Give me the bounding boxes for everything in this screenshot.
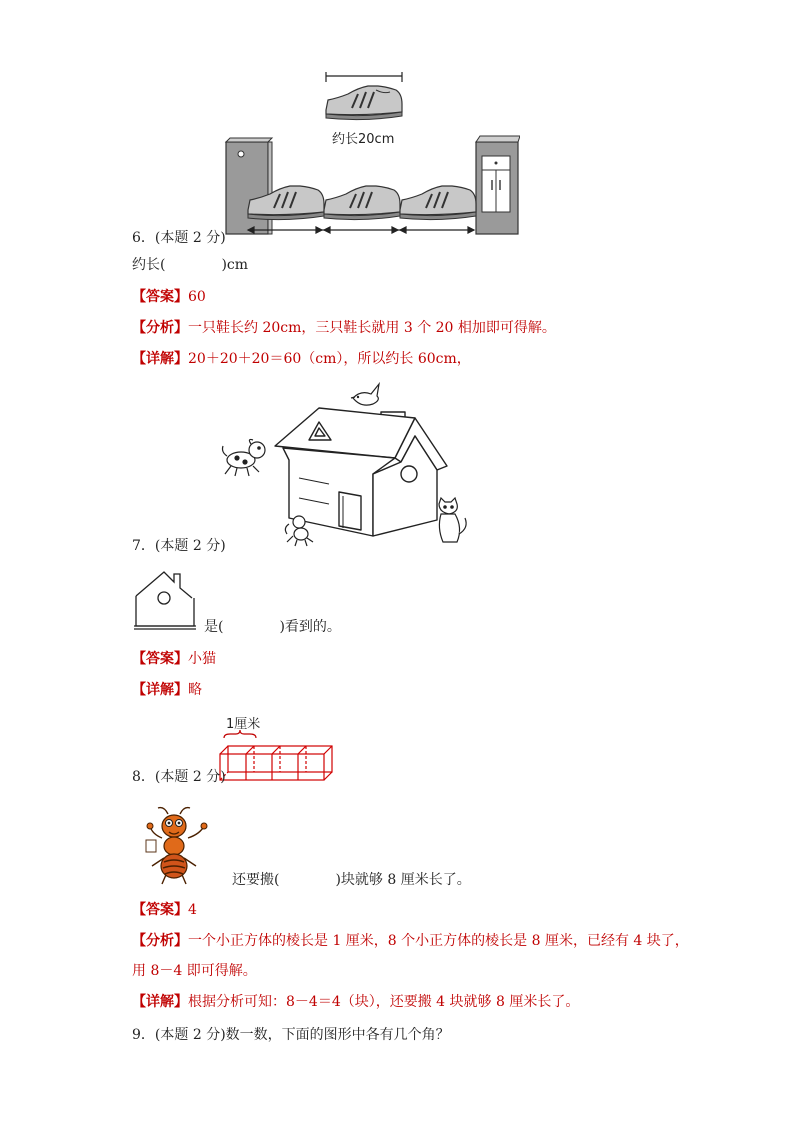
- question-6-header: [132, 229, 226, 247]
- dog-icon: [223, 440, 266, 477]
- floor-measure-arrows: [248, 227, 474, 233]
- ant-icon: [142, 804, 218, 888]
- question-8-stem: 还要搬( )块就够 8 厘米长了。: [232, 872, 471, 888]
- question-8-analysis-line2: 用 8－4 即可得解。: [132, 963, 257, 979]
- question-9-header: [132, 1026, 450, 1044]
- question-8-detail: 【详解】根据分析可知：8－4＝4（块），还要搬 4 块就够 8 厘米长了。: [132, 994, 580, 1010]
- house-side-view-icon: [132, 568, 198, 632]
- question-8-analysis: 【分析】一个小正方体的棱长是 1 厘米，8 个小正方体的棱长是 8 厘米，已经有 4 块了，: [132, 933, 689, 949]
- question-points: (本题 2 分): [154, 538, 226, 554]
- question-7-header: [132, 537, 226, 555]
- cube-row-figure: [216, 728, 336, 784]
- question-7-answer: 【答案】小猫: [132, 651, 216, 667]
- shoe-icon: [326, 86, 402, 120]
- question-points: (本题 2 分): [154, 1027, 226, 1043]
- question-6-analysis: 【分析】一只鞋长约 20cm，三只鞋长就用 3 个 20 相加即可得解。: [132, 320, 556, 336]
- question-7-detail: 【详解】略: [132, 682, 202, 698]
- cube-length-label: 1厘米: [226, 717, 261, 732]
- question-number: 8．: [132, 769, 155, 785]
- shoe-length-label: 约长20cm: [332, 132, 395, 147]
- bird-icon: [351, 384, 379, 405]
- brace-icon: [224, 730, 256, 738]
- top-measure-bar: [326, 72, 402, 82]
- question-7-stem: 是( )看到的。: [204, 619, 341, 635]
- cube-row: [220, 746, 332, 780]
- question-6-detail: 【详解】20＋20＋20＝60（cm），所以约长 60cm，: [132, 351, 471, 367]
- house-scene-figure: [215, 378, 475, 548]
- answer-value: 4: [188, 902, 197, 918]
- question-number: 9．: [132, 1027, 155, 1043]
- cat-icon: [439, 498, 466, 542]
- answer-value: 60: [188, 289, 206, 305]
- question-number: 6．: [132, 230, 155, 246]
- shoe-icon: [324, 186, 400, 220]
- cabinet-icon: [476, 136, 520, 234]
- question-number: 7．: [132, 538, 155, 554]
- question-points: (本题 2 分): [154, 230, 226, 246]
- question-6-stem: 约长( )cm: [132, 257, 249, 273]
- question-points: (本题 2 分): [154, 769, 226, 785]
- question-8-answer: 【答案】4: [132, 902, 197, 918]
- shoe-measure-figure: [220, 70, 520, 240]
- question-6-answer: 【答案】60: [132, 289, 206, 305]
- question-8-header: [132, 768, 226, 786]
- question-stem: 数一数，下面的图形中各有几个角？: [225, 1027, 450, 1043]
- answer-value: 小猫: [188, 651, 216, 667]
- shoe-icon: [400, 186, 476, 220]
